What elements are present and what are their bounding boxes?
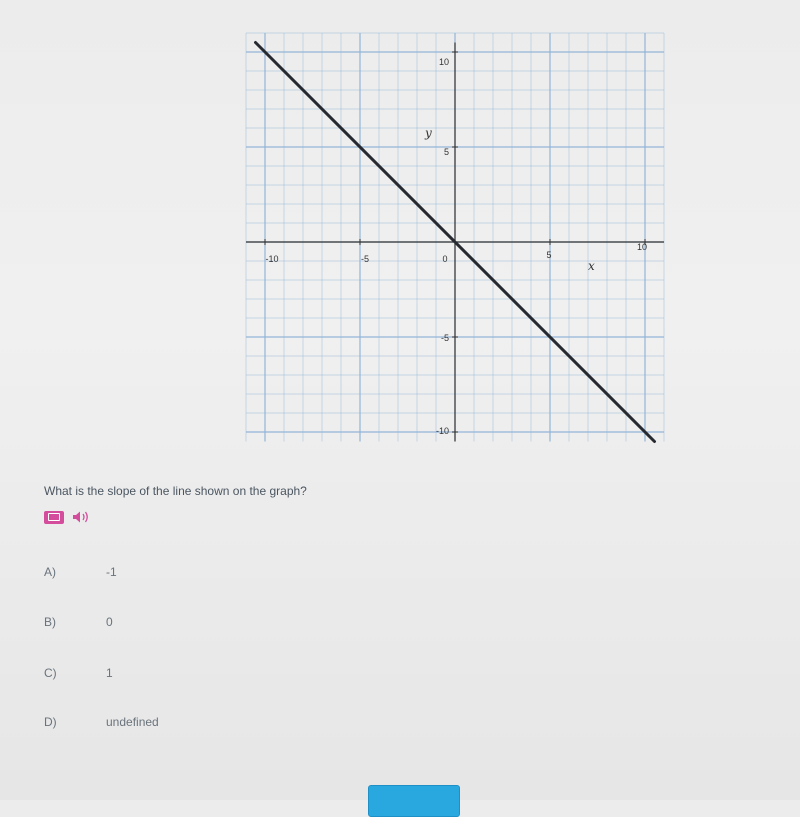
dictionary-icon[interactable] [44,511,64,524]
y-tick-label: -10 [435,426,449,436]
answer-choice-c[interactable] [44,666,344,688]
y-tick-label: 5 [443,147,449,157]
x-tick-label: 5 [546,250,552,260]
choice-value: -1 [106,565,117,579]
x-axis-label: x [588,259,595,273]
choice-letter: C) [44,666,57,680]
choice-letter: A) [44,565,56,579]
choice-value: undefined [106,715,159,729]
y-tick-label: 10 [438,57,450,67]
x-tick-label: -5 [360,254,370,264]
question-text: What is the slope of the line shown on the graph? [44,484,307,498]
answer-choice-a[interactable] [44,565,344,587]
y-tick-labels [436,57,449,436]
y-axis-label: y [425,126,432,140]
speaker-icon[interactable] [72,510,92,524]
answer-choice-d[interactable] [44,715,344,737]
submit-button[interactable] [368,785,460,817]
x-tick-label: 10 [636,242,648,252]
choice-letter: B) [44,615,56,629]
choice-value: 0 [106,615,113,629]
choice-value: 1 [106,666,113,680]
question-tools [44,510,92,524]
y-tick-label: -5 [440,333,449,343]
choice-letter: D) [44,715,57,729]
x-tick-label: 0 [442,254,448,264]
answer-choice-b[interactable] [44,615,344,637]
x-tick-label: -10 [265,254,279,264]
